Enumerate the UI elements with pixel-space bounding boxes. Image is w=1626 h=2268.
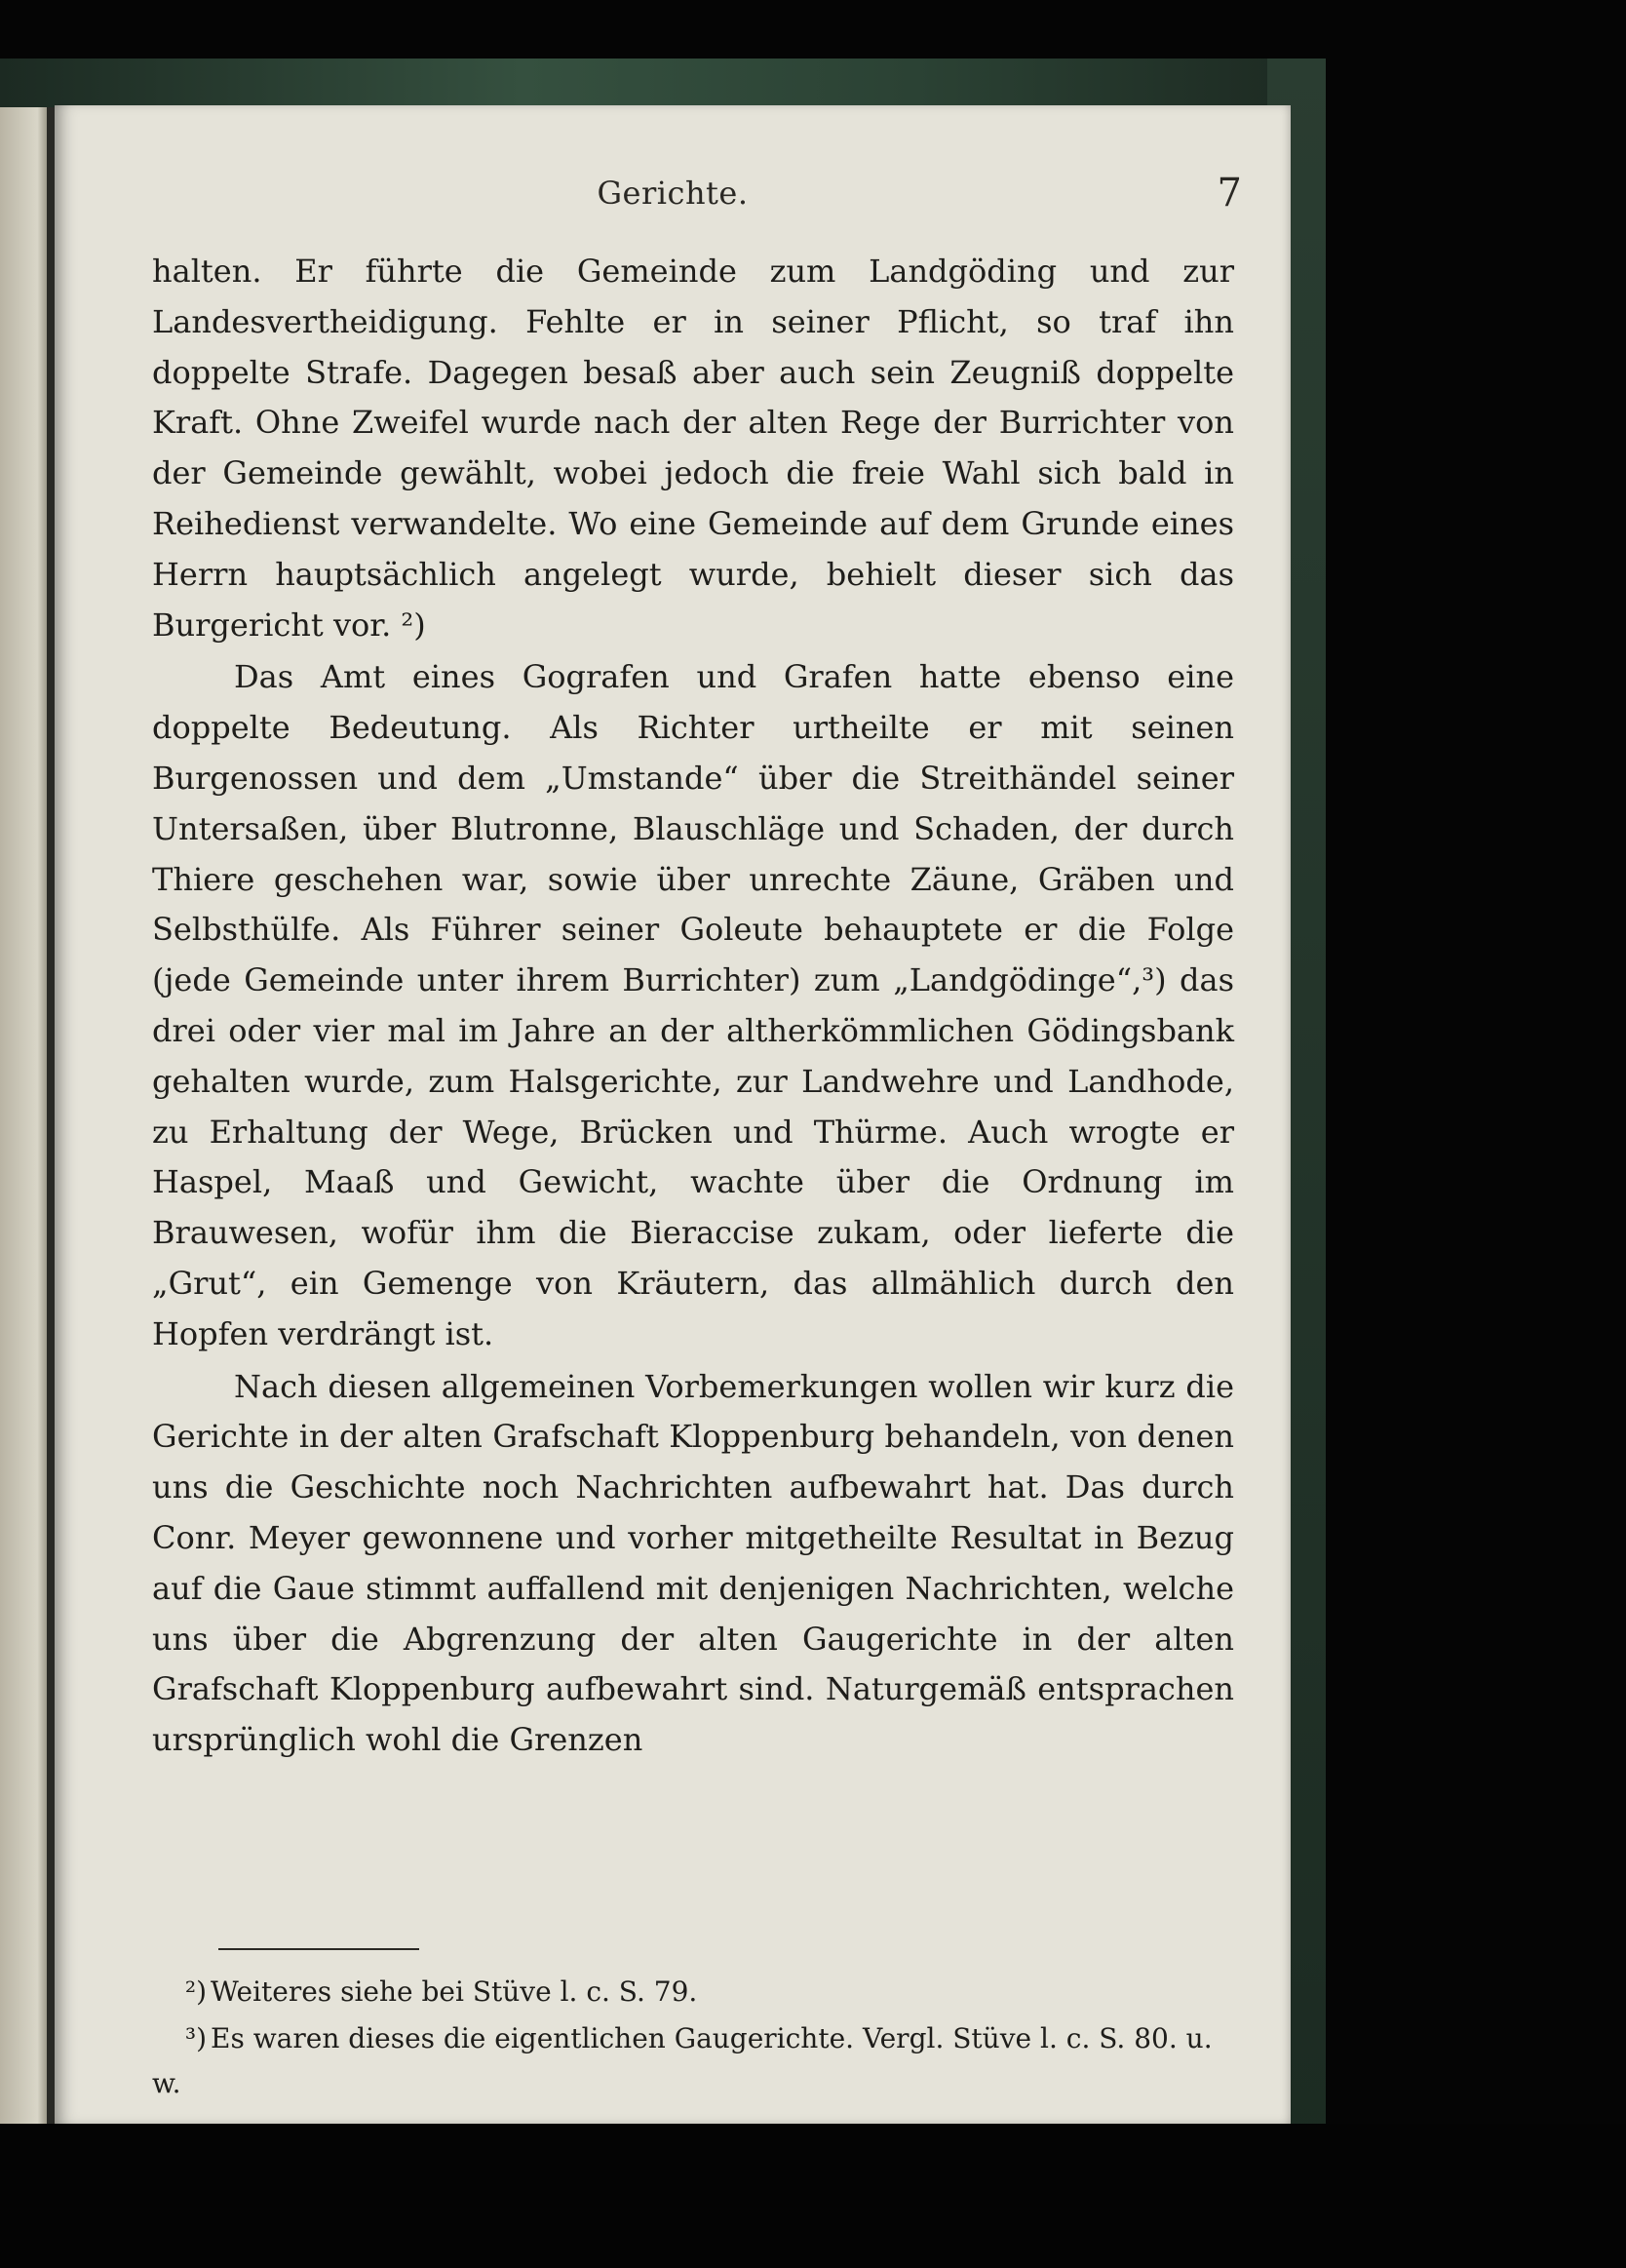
paragraph-2: Das Amt eines Gografen und Grafen hatte ebenso eine doppelte Bedeutung. Als Richter urtheilte er mit seinen Burgenossen und dem „Umstande“ über die Streithändel seiner Untersaßen, über Blutronne, Blauschläge und Schaden, der durch Thiere geschehen war, sowie über unrechte Zäune, Gräben und Selbsthülfe. Als Führer seiner Goleute behauptete er die Folge (jede Gemeinde unter ihrem Burrichter) zum „Landgödinge“,³) das drei oder vier mal im Jahre an der altherkömmlichen Gödingsbank gehalten wurde, zum Halsgerichte, zur Landwehre und Landhode, zu Erhaltung der Wege, Brücken und Thürme. Auch wrogte er Haspel, Maaß und Gewicht, wachte über die Ordnung im Brauwesen, wofür ihm die Bieraccise zukam, oder lieferte die „Grut“, ein Gemenge von Kräutern, das allmählich durch den Hopfen verdrängt ist.: [152, 658, 1234, 1352]
page-number: 7: [1217, 171, 1242, 215]
running-title: Gerichte.: [597, 175, 749, 212]
footnote-rule: [218, 1948, 419, 1950]
paragraph-3: Nach diesen allgemeinen Vorbemerkungen wollen wir kurz die Gerichte in der alten Grafschaft Kloppenburg behandeln, von denen uns die Geschichte noch Nachrichten aufbewahrt hat. Das durch Conr. Meyer gewonnene und vorher mitgetheilte Resultat in Bezug auf die Gaue stimmt auffallend mit denjenigen Nachrichten, welche uns über die Abgrenzung der alten Gaugerichte in der alten Grafschaft Kloppenburg aufbewahrt sind. Naturgemäß entsprachen ursprünglich wohl die Grenzen: [152, 1367, 1234, 1759]
page-body: [152, 247, 1234, 1766]
footnote-3-text: Es waren dieses die eigentlichen Gaugerichte. Vergl. Stüve l. c. S. 80. u. w.: [152, 2022, 1213, 2099]
footnote-2-number: ²): [184, 1975, 207, 2008]
footnote-2: [152, 1970, 1234, 2014]
book-page: [55, 105, 1291, 2124]
page-header: [55, 164, 1291, 222]
left-page-edge: [0, 107, 47, 2126]
scan-background-bottom: [0, 2124, 1626, 2268]
footnotes: [152, 1970, 1234, 2108]
footnote-2-text: Weiteres siehe bei Stüve l. c. S. 79.: [211, 1975, 698, 2008]
footnote-3-number: ³): [184, 2022, 207, 2054]
footnote-3: [152, 2016, 1234, 2106]
paragraph-1: halten. Er führte die Gemeinde zum Landgöding und zur Landesvertheidigung. Fehlte er in seiner Pflicht, so traf ihn doppelte Strafe. Dagegen besaß aber auch sein Zeugniß doppelte Kraft. Ohne Zweifel wurde nach der alten Rege der Burrichter von der Gemeinde gewählt, wobei jedoch die freie Wahl sich bald in Reihedienst verwandelte. Wo eine Gemeinde auf dem Grunde eines Herrn hauptsächlich angelegt wurde, behielt dieser sich das Burgericht vor. ²): [152, 253, 1234, 644]
